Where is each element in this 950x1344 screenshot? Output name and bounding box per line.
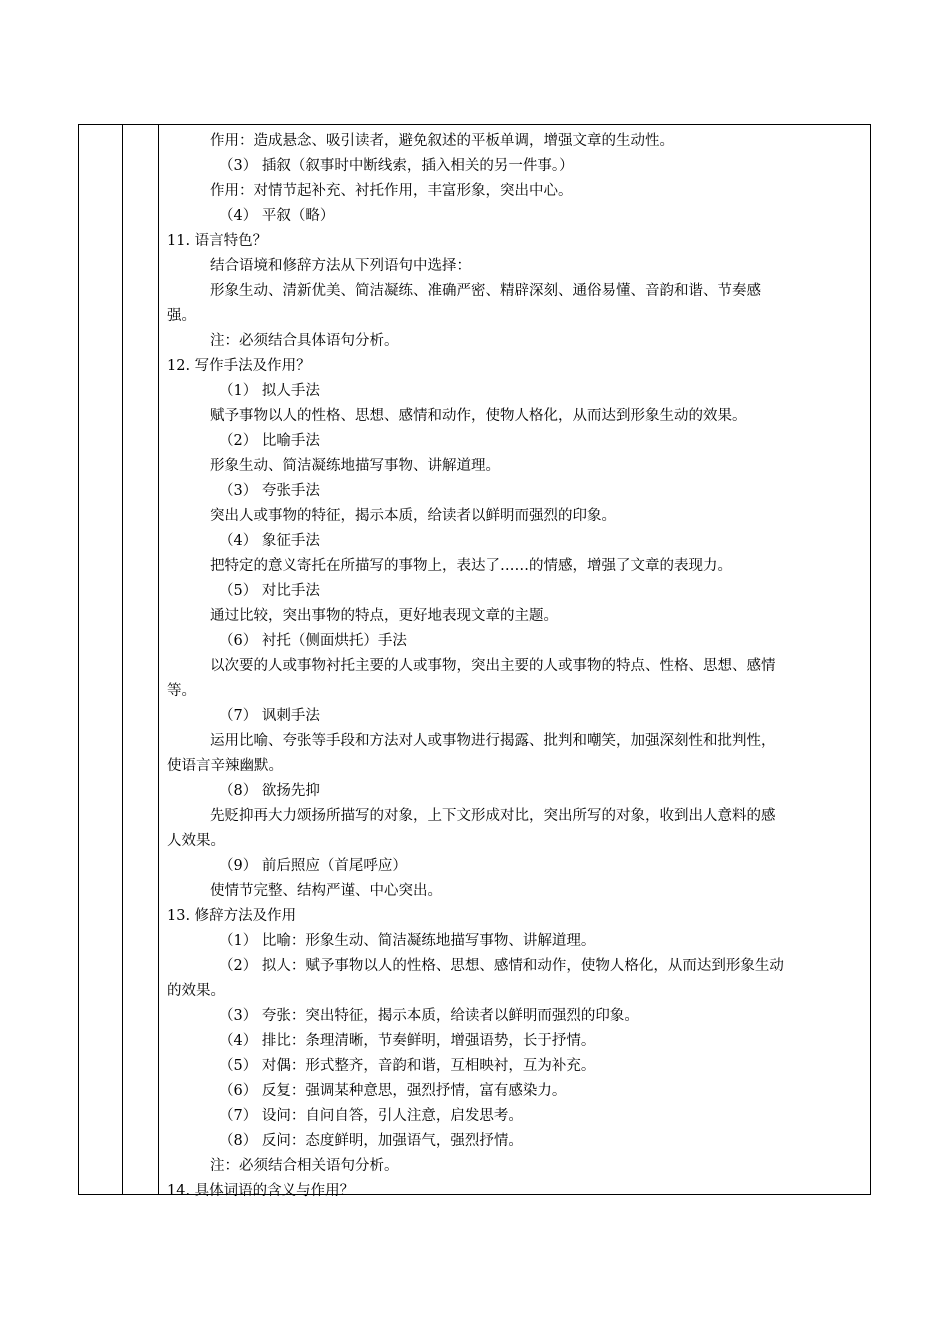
text-line: 作用：造成悬念、吸引读者，避免叙述的平板单调，增强文章的生动性。 <box>210 133 674 149</box>
text-line: 作用：对情节起补充、衬托作用，丰富形象，突出中心。 <box>210 183 573 199</box>
text-line: （6） 衬托（侧面烘托）手法 <box>219 633 407 649</box>
column-divider <box>158 125 159 1194</box>
text-line: （2） 拟人：赋予事物以人的性格、思想、感情和动作，使物人格化，从而达到形象生动 <box>219 958 784 974</box>
text-line: 12. 写作手法及作用？ <box>167 358 311 374</box>
text-line: （3） 插叙（叙事时中断线索，插入相关的另一件事。） <box>219 158 574 174</box>
text-line: 赋予事物以人的性格、思想、感情和动作，使物人格化，从而达到形象生动的效果。 <box>210 408 747 424</box>
text-line: （4） 象征手法 <box>219 533 320 549</box>
text-line: （9） 前后照应（首尾呼应） <box>219 858 407 874</box>
text-line: （1） 比喻：形象生动、简洁凝练地描写事物、讲解道理。 <box>219 933 596 949</box>
text-line: 使情节完整、结构严谨、中心突出。 <box>210 883 442 899</box>
column-divider <box>122 125 123 1194</box>
text-line: 强。 <box>167 308 196 324</box>
text-line: 等。 <box>167 683 196 699</box>
text-line: 的效果。 <box>167 983 225 999</box>
table-content-cell <box>167 129 862 1204</box>
text-line: （4） 平叙（略） <box>219 208 335 224</box>
text-line: 形象生动、清新优美、简洁凝练、准确严密、精辟深刻、通俗易懂、音韵和谐、节奏感 <box>210 283 761 299</box>
text-line: （2） 比喻手法 <box>219 433 320 449</box>
text-line: （5） 对比手法 <box>219 583 320 599</box>
text-line: 注：必须结合具体语句分析。 <box>210 333 399 349</box>
text-line: （7） 设问：自问自答，引人注意，启发思考。 <box>219 1108 523 1124</box>
text-line: 14. 具体词语的含义与作用？ <box>167 1183 355 1199</box>
text-line: 以次要的人或事物衬托主要的人或事物，突出主要的人或事物的特点、性格、思想、感情 <box>210 658 776 674</box>
text-line: （7） 讽刺手法 <box>219 708 320 724</box>
text-line: （5） 对偶：形式整齐，音韵和谐，互相映衬，互为补充。 <box>219 1058 596 1074</box>
text-line: 人效果。 <box>167 833 225 849</box>
text-line: （8） 反问：态度鲜明，加强语气，强烈抒情。 <box>219 1133 523 1149</box>
text-line: 使语言辛辣幽默。 <box>167 758 283 774</box>
text-line: （1） 拟人手法 <box>219 383 320 399</box>
text-line: 突出人或事物的特征，揭示本质，给读者以鲜明而强烈的印象。 <box>210 508 616 524</box>
text-line: 形象生动、简洁凝练地描写事物、讲解道理。 <box>210 458 500 474</box>
text-line: （8） 欲扬先抑 <box>219 783 320 799</box>
text-line: （4） 排比：条理清晰，节奏鲜明，增强语势，长于抒情。 <box>219 1033 596 1049</box>
text-line: 注：必须结合相关语句分析。 <box>210 1158 399 1174</box>
text-line: （3） 夸张：突出特征，揭示本质，给读者以鲜明而强烈的印象。 <box>219 1008 639 1024</box>
text-line: 结合语境和修辞方法从下列语句中选择： <box>210 258 471 274</box>
text-line: 11. 语言特色？ <box>167 233 268 249</box>
text-line: 13. 修辞方法及作用 <box>167 908 297 924</box>
text-line: （6） 反复：强调某种意思，强烈抒情，富有感染力。 <box>219 1083 567 1099</box>
text-line: 运用比喻、夸张等手段和方法对人或事物进行揭露、批判和嘲笑，加强深刻性和批判性， <box>210 733 776 749</box>
text-line: 把特定的意义寄托在所描写的事物上，表达了……的情感，增强了文章的表现力。 <box>210 558 732 574</box>
document-table <box>78 124 871 1199</box>
text-line: 先贬抑再大力颂扬所描写的对象，上下文形成对比，突出所写的对象，收到出人意料的感 <box>210 808 776 824</box>
text-line: 通过比较，突出事物的特点，更好地表现文章的主题。 <box>210 608 558 624</box>
text-line: （3） 夸张手法 <box>219 483 320 499</box>
